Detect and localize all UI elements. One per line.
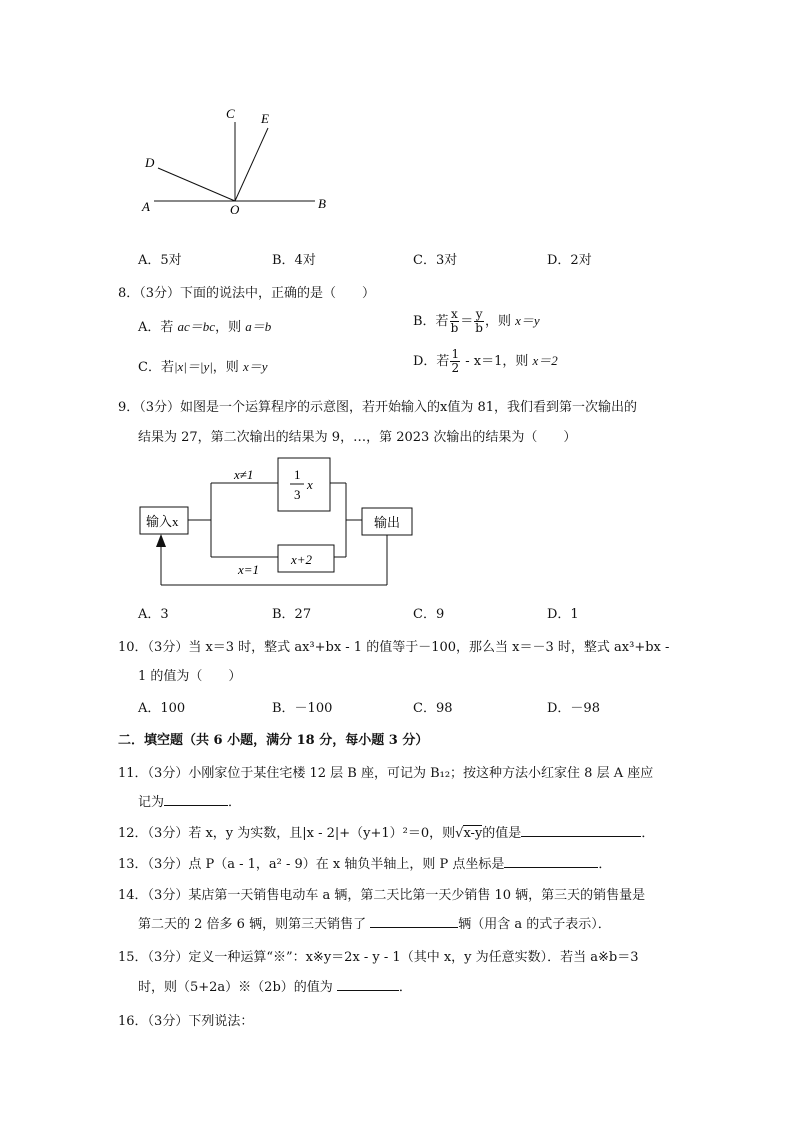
q8-option-c[interactable] bbox=[138, 356, 267, 375]
frac-d: 3 bbox=[294, 487, 301, 502]
q15-pre: 时，则（5+2a）※（2b）的值为 bbox=[138, 980, 337, 995]
q12-answer-blank[interactable] bbox=[521, 824, 641, 837]
q9-option-a[interactable]: A．3 bbox=[138, 607, 169, 622]
ray-od bbox=[158, 168, 235, 201]
q8-option-d[interactable] bbox=[413, 348, 558, 375]
q8-c-pre: C．若 bbox=[138, 360, 174, 375]
q8-d-math: x＝2 bbox=[532, 353, 558, 368]
q11-answer-blank[interactable] bbox=[164, 793, 228, 806]
q8-b-math: x＝y bbox=[515, 313, 540, 328]
q8-a-pre: A．若 bbox=[138, 320, 178, 335]
q8-c-math2: x＝y bbox=[242, 359, 268, 374]
q14-post: 辆（用含 a 的式子表示）． bbox=[458, 917, 611, 932]
q14-pre: 第二天的 2 倍多 6 辆，则第三天销售了 bbox=[138, 917, 371, 932]
add-label: x+2 bbox=[291, 552, 313, 567]
q11-line1: 11．（3分）小刚家位于某住宅楼 12 层 B 座，可记为 B₁₂；按这种方法小红家住 8 层 A 座应 bbox=[118, 766, 654, 781]
q13-answer-blank[interactable] bbox=[504, 855, 598, 868]
q7-option-a[interactable]: A．5对 bbox=[138, 253, 182, 268]
label-o: O bbox=[230, 202, 240, 217]
q12-post: 的值是 bbox=[482, 826, 522, 841]
q11-line2 bbox=[138, 791, 241, 810]
ray-oe bbox=[235, 128, 268, 201]
q9-option-b[interactable]: B．27 bbox=[272, 607, 312, 622]
q11-pre: 记为 bbox=[138, 795, 165, 810]
q9-option-d[interactable]: D．1 bbox=[547, 607, 579, 622]
q8-c-math: |x|＝|y| bbox=[173, 359, 213, 374]
frac-n: 1 bbox=[294, 467, 301, 482]
q15-line1: 15．（3分）定义一种运算“※”：x※y＝2x - y - 1（其中 x，y 为任意实数）．若当 a※b＝3 bbox=[118, 950, 639, 965]
q10-line1: 10．（3分）当 x＝3 时，整式 ax³+bx - 1 的值等于－100，那么当 x＝－3 时，整式 ax³+bx - bbox=[118, 640, 670, 655]
q13-pre: 13．（3分）点 P（a - 1，a² - 9）在 x 轴负半轴上，则 P 点坐标是 bbox=[118, 857, 505, 872]
q9-line1: 9．（3分）如图是一个运算程序的示意图，若开始输入的x值为 81，我们看到第一次输出的 bbox=[118, 400, 638, 415]
program-flow-diagram bbox=[130, 455, 430, 595]
label-d: D bbox=[145, 155, 155, 170]
label-b: B bbox=[318, 196, 326, 211]
q8-b-eq: ＝ bbox=[460, 314, 474, 329]
q10-option-c[interactable]: C．98 bbox=[413, 701, 453, 716]
q7-option-c[interactable]: C．3对 bbox=[413, 253, 458, 268]
q8-b-pre: B．若 bbox=[413, 314, 449, 329]
loop-arrow-icon bbox=[156, 534, 166, 547]
q8-d-rest: - x＝1，则 bbox=[461, 354, 533, 369]
label-c: C bbox=[226, 106, 235, 121]
frac-var: x bbox=[307, 477, 313, 492]
q8-option-b[interactable] bbox=[413, 308, 540, 335]
angle-figure bbox=[130, 100, 350, 225]
q12-radicand: x-y bbox=[463, 826, 483, 841]
input-label: 输入x bbox=[146, 514, 179, 529]
cond-top: x≠1 bbox=[234, 467, 254, 482]
q8-stem: 8．（3分）下面的说法中，正确的是（ ） bbox=[118, 286, 376, 301]
q14-line2 bbox=[138, 913, 611, 932]
output-label: 输出 bbox=[374, 515, 401, 530]
q15-post: ． bbox=[398, 980, 412, 995]
q14-line1: 14．（3分）某店第一天销售电动车 a 辆，第二天比第一天少销售 10 辆，第三天的销售量是 bbox=[118, 888, 646, 903]
q8-d-frac: $\frac{1}{2}$ bbox=[451, 347, 460, 375]
sqrt-icon: √ bbox=[455, 826, 464, 841]
cond-bottom: x=1 bbox=[238, 562, 260, 577]
q11-post: ． bbox=[228, 795, 242, 810]
q9-line2: 结果为 27，第二次输出的结果为 9，…，第 2023 次输出的结果为（ ） bbox=[138, 430, 577, 445]
q8-a-math2: a＝b bbox=[245, 319, 272, 334]
q8-a-math: ac＝bc bbox=[177, 319, 216, 334]
q12-pre: 12．（3分）若 x，y 为实数，且|x - 2|+（y+1）²＝0，则 bbox=[118, 826, 456, 841]
q8-b-mid: ，则 bbox=[484, 314, 516, 329]
q8-a-mid: ，则 bbox=[215, 320, 246, 335]
q8-d-pre: D．若 bbox=[413, 354, 450, 369]
q12-line bbox=[118, 822, 654, 841]
q16-stem: 16．（3分）下列说法： bbox=[118, 1014, 254, 1029]
label-a: A bbox=[142, 199, 150, 214]
q15-line2 bbox=[138, 976, 412, 995]
q9-option-c[interactable]: C．9 bbox=[413, 607, 445, 622]
q14-answer-blank[interactable] bbox=[370, 915, 458, 928]
q7-option-d[interactable]: D．2对 bbox=[547, 253, 592, 268]
q10-option-a[interactable]: A．100 bbox=[138, 701, 186, 716]
q8-b-frac2: $\frac{y}{b}$ bbox=[475, 307, 483, 335]
label-e: E bbox=[261, 111, 269, 126]
q12-end: ． bbox=[641, 826, 655, 841]
q10-option-b[interactable]: B．－100 bbox=[272, 701, 333, 716]
q15-answer-blank[interactable] bbox=[337, 978, 399, 991]
q8-c-mid: ，则 bbox=[212, 360, 243, 375]
q8-b-frac1: $\frac{x}{b}$ bbox=[450, 307, 459, 335]
q13-line bbox=[118, 853, 611, 872]
q7-option-b[interactable]: B．4对 bbox=[272, 253, 316, 268]
q8-option-a[interactable] bbox=[138, 316, 271, 335]
q13-end: ． bbox=[598, 857, 612, 872]
section-heading: 二．填空题（共 6 小题，满分 18 分，每小题 3 分） bbox=[118, 733, 429, 748]
q10-line2: 1 的值为（ ） bbox=[138, 669, 242, 684]
q10-option-d[interactable]: D．－98 bbox=[547, 701, 600, 716]
